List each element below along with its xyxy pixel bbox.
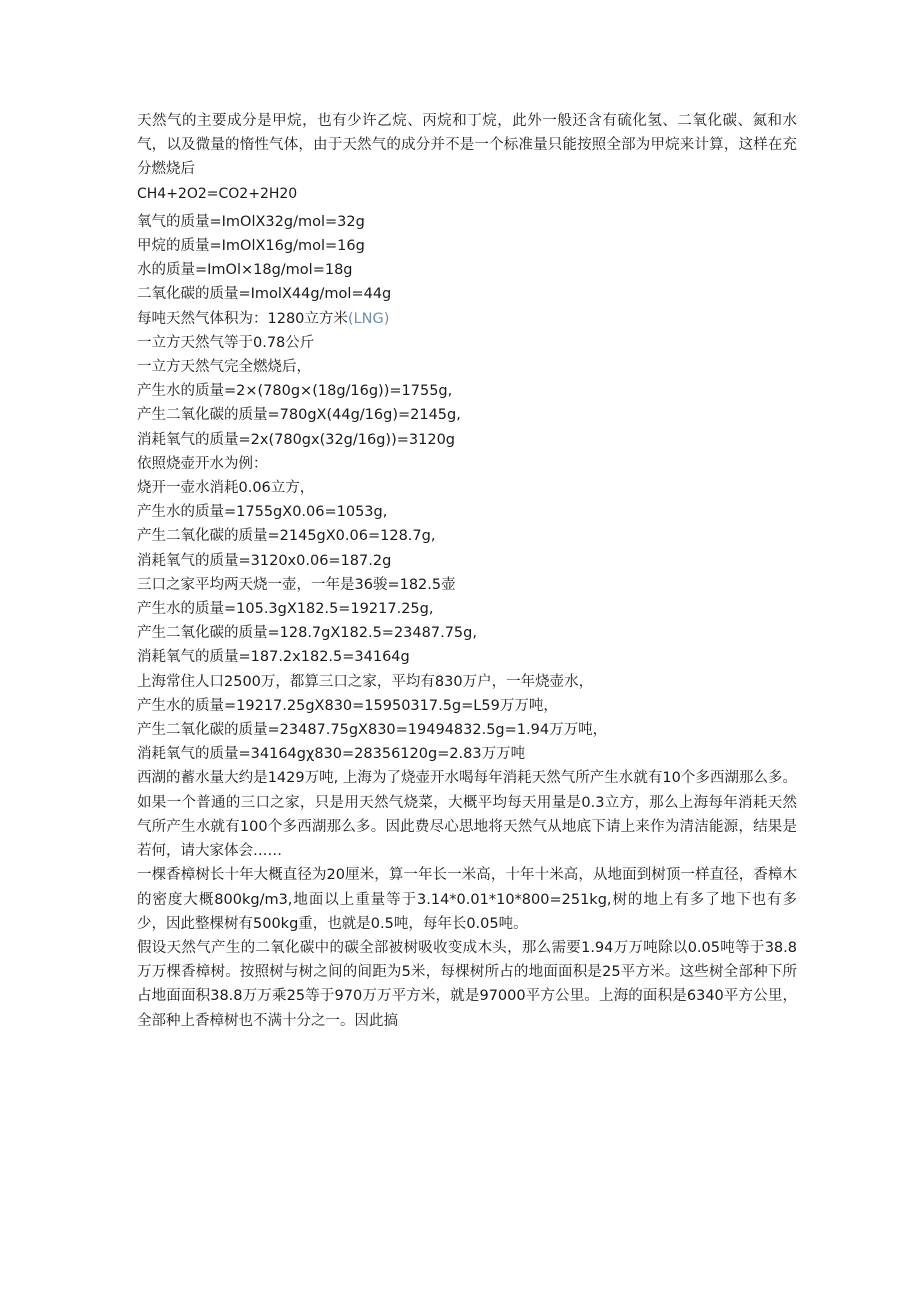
carbon-paragraph: 假设天然气产生的二氧化碳中的碳全部被树吸收变成木头，那么需要1.94万万吨除以0.05吨等于38.8万万棵香樟树。按照树与树之间的间距为5米，每棵树所占的地面面积是25平方米。这些树全部种下所占地面面积38.8万万乘25等于970万万平方米，就是97000平方公里。上海的面积是6340平方公里，全部种上香樟树也不满十分之一。因此搞 (137, 939, 797, 1029)
text-line: 产生水的质量=2×(780g×(18g∕16g))=1755g, (137, 383, 453, 400)
text-line: 三口之家平均两天烧一壶，一年是36骏=182.5壶 (137, 576, 456, 593)
document-body (137, 109, 797, 1033)
text-line: 一立方天然气完全燃烧后， (137, 359, 311, 376)
volume-per-ton-text: 每吨天然气体积为：1280立方米 (137, 310, 348, 327)
text-line: 产生二氧化碳的质量=128.7gX182.5=23487.75g, (137, 625, 477, 642)
text-line: 烧开一壶水消耗0.06立方， (137, 480, 315, 497)
text-line: 产生水的质量=19217.25gX830=15950317.5g=L59万万吨， (137, 697, 558, 714)
text-line: 消耗氧气的质量=187.2x182.5=34164g (137, 649, 410, 666)
combustion-formula: CH4+2O2=CO2+2H20 (137, 185, 298, 202)
water-mass-line: 水的质量=ImOl×18g∕mol=18g (137, 262, 353, 279)
text-line: 消耗氧气的质量=2x(780gx(32g∕16g))=3120g (137, 431, 455, 448)
oxygen-mass-line: 氧气的质量=ImOlX32g∕mol=32g (137, 213, 365, 230)
text-line: 产生水的质量=105.3gX182.5=19217.25g, (137, 601, 434, 618)
text-line: 消耗氧气的质量=34164gχ830=28356120g=2.83万万吨 (137, 746, 526, 763)
text-line: 产生水的质量=1755gX0.06=1053g, (137, 504, 388, 521)
volume-per-ton-line (137, 307, 797, 331)
text-line: 产生二氧化碳的质量=780gX(44g∕16g)=2145g, (137, 407, 461, 424)
text-line: 上海常住人口2500万，都算三口之家，平均有830万户，一年烧壶水， (137, 673, 594, 690)
co2-mass-line: 二氧化碳的质量=ImolX44g∕mol=44g (137, 286, 392, 303)
intro-paragraph: 天然气的主要成分是甲烷，也有少许乙烷、丙烷和丁烷，此外一般还含有硫化氢、二氧化碳、氮和水气，以及微量的惰性气体，由于天然气的成分并不是一个标准量只能按照全部为甲烷来计算，这样在充分燃烧后 (137, 113, 797, 178)
methane-mass-line: 甲烷的质量=ImOlX16g∕mol=16g (137, 238, 365, 255)
text-line: 产生二氧化碳的质量=2145gX0.06=128.7g, (137, 528, 436, 545)
text-line: 消耗氧气的质量=3120x0.06=187.2g (137, 552, 392, 569)
text-line: 一立方天然气等于0.78公斤 (137, 334, 315, 351)
text-line: 产生二氧化碳的质量=23487.75gX830=19494832.5g=1.94万万吨， (137, 722, 608, 739)
lng-note: (LNG) (347, 310, 390, 327)
westlake-paragraph: 西湖的蓄水量大约是1429万吨, 上海为了烧壶开水喝每年消耗天然气所产生水就有10个多西湖那么多。如果一个普通的三口之家，只是用天然气烧菜，大概平均每天用量是0.3立方，那么上海每年消耗天然气所产生水就有100个多西湖那么多。因此费尽心思地将天然气从地底下请上来作为清洁能源，结果是若何，请大家体会…… (137, 770, 797, 860)
tree-paragraph: 一棵香樟树长十年大概直径为20厘米，算一年长一米高，十年十米高，从地面到树顶一样直径，香樟木的密度大概800kg∕m3,地面以上重量等于3.14*0.01*10*800=251kg,树的地上有多了地下也有多少，因此整棵树有500kg重，也就是0.5吨，每年长0.05吨。 (137, 867, 797, 932)
text-line: 依照烧壶开水为例： (137, 455, 268, 472)
